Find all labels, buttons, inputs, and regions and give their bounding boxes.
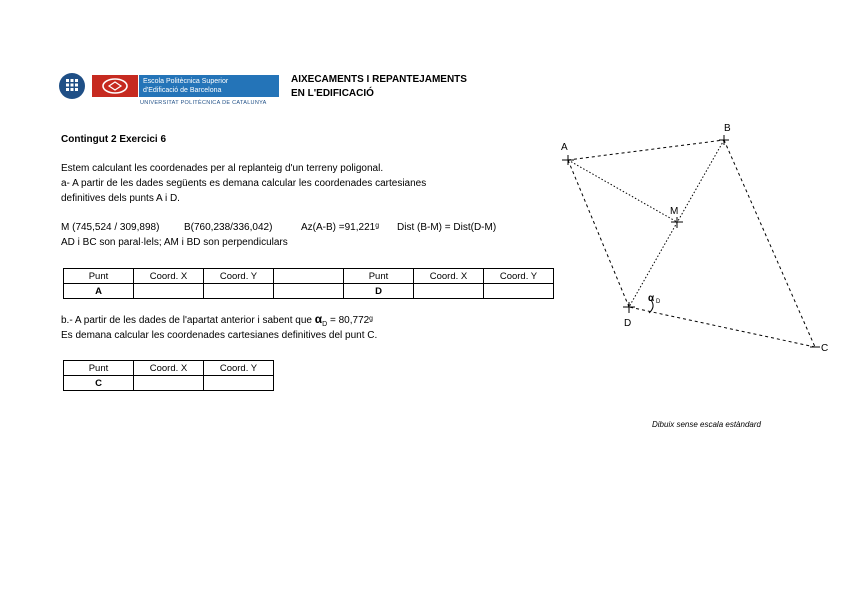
edge-b-c: [724, 140, 815, 347]
course-title-line1: AIXECAMENTS I REPANTEJAMENTS: [291, 74, 467, 85]
label-c: C: [821, 343, 829, 354]
edge-d-a: [568, 160, 629, 307]
header-coord-x: Coord. X: [134, 361, 204, 376]
part-a-line2: definitives dels punts A i D.: [61, 193, 180, 204]
label-a: A: [561, 142, 568, 153]
relations-text: AD i BC son paral·lels; AM i BD son perpendiculars: [61, 237, 288, 248]
label-alpha: α: [648, 293, 655, 304]
label-b: B: [724, 123, 731, 134]
alpha-symbol: α: [314, 312, 323, 326]
part-b-value: = 80,772ᵍ: [327, 315, 373, 326]
part-b-prefix: b.- A partir de les dades de l'apartat anterior i sabent que: [61, 315, 312, 326]
data-point-m: M (745,524 / 309,898): [61, 222, 160, 233]
diagram-caption: Dibuix sense escala estàndard: [652, 420, 761, 429]
data-distance: Dist (B-M) = Dist(D-M): [397, 222, 497, 233]
line-a-m: [568, 160, 677, 222]
school-name-line1: Escola Politècnica Superior: [143, 78, 229, 85]
label-m: M: [670, 206, 679, 217]
edge-a-b: [568, 140, 724, 160]
label-d: D: [624, 318, 632, 329]
edge-c-d: [629, 307, 815, 347]
cell-point-a: A: [64, 284, 134, 299]
exercise-heading: Contingut 2 Exercici 6: [61, 134, 167, 145]
header-coord-y-2: Coord. Y: [484, 269, 554, 284]
header-coord-y: Coord. Y: [204, 269, 274, 284]
intro-text: Estem calculant les coordenades per al replanteig d'un terreny poligonal.: [61, 163, 384, 174]
university-name: UNIVERSITAT POLITÈCNICA DE CATALUNYA: [140, 100, 267, 106]
cell-point-c: C: [64, 376, 134, 391]
label-alpha-sub: D: [656, 299, 661, 305]
part-a-line1: a- A partir de les dades següents es demana calcular les coordenades cartesianes: [61, 178, 427, 189]
part-b-line2: Es demana calcular les coordenades cartesianes definitives del punt C.: [61, 330, 378, 341]
data-azimuth: Az(A-B) =91,221ᵍ: [301, 222, 379, 233]
header-coord-x-2: Coord. X: [414, 269, 484, 284]
school-name-line2: d'Edificació de Barcelona: [143, 87, 222, 94]
header-coord-y: Coord. Y: [204, 361, 274, 376]
data-point-b: B(760,238/336,042): [184, 222, 273, 233]
header-punt: Punt: [64, 269, 134, 284]
header-coord-x: Coord. X: [134, 269, 204, 284]
header-punt: Punt: [64, 361, 134, 376]
cell-point-d: D: [344, 284, 414, 299]
alpha-subscript: D: [322, 321, 328, 328]
course-title-line2: EN L'EDIFICACIÓ: [291, 88, 374, 99]
header-punt-2: Punt: [344, 269, 414, 284]
